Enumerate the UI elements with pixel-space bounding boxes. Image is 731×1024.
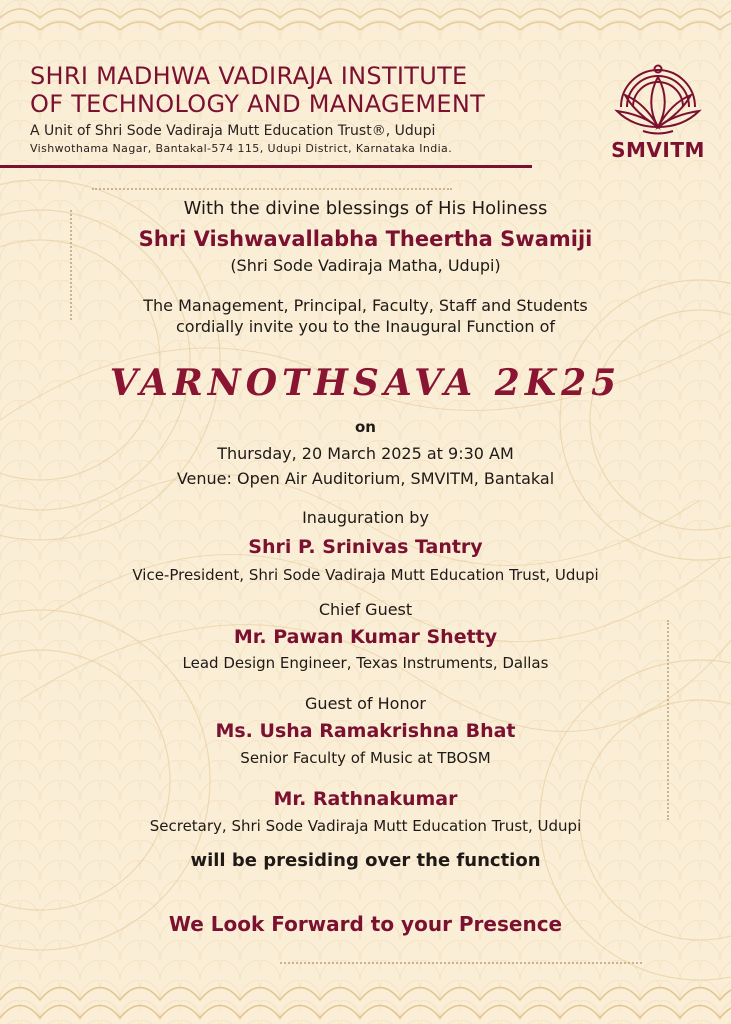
guest-role: Chief Guest [318,600,413,619]
president-designation: Secretary, Shri Sode Vadiraja Mutt Education Trust, Udupi [149,817,582,835]
guest-name: Ms. Usha Ramakrishna Bhat [215,720,516,742]
guest-name: Shri P. Srinivas Tantry [248,536,483,558]
matha-line: (Shri Sode Vadiraja Matha, Udupi) [230,256,501,275]
guest-designation: Senior Faculty of Music at TBOSM [240,749,491,767]
blessing-line: With the divine blessings of His Holiness [183,198,548,219]
header-rule [0,165,532,168]
dotted-divider-bottom [280,962,642,964]
address-line: Vishwothama Nagar, Bantakal-574 115, Udupi District, Karnataka India. [30,142,453,155]
trust-unit-line: A Unit of Shri Sode Vadiraja Mutt Education Trust®, Udupi [30,123,436,139]
guest-role: Guest of Honor [305,694,426,713]
guest-name: Mr. Pawan Kumar Shetty [233,626,498,648]
guest-designation: Vice-President, Shri Sode Vadiraja Mutt Education Trust, Udupi [132,566,599,584]
invite-line-1: The Management, Principal, Faculty, Staff and Students [143,296,588,315]
dotted-divider-top [92,188,452,190]
president-name: Mr. Rathnakumar [273,788,458,810]
event-title: VARNOTHSAVA 2K25 [109,362,622,404]
logo-text: SMVITM [611,138,705,162]
event-venue: Venue: Open Air Auditorium, SMVITM, Bantakal [176,469,555,488]
swamiji-name: Shri Vishwavallabha Theertha Swamiji [138,227,593,251]
event-datetime: Thursday, 20 March 2025 at 9:30 AM [217,444,514,463]
institution-name-line2: OF TECHNOLOGY AND MANAGEMENT [30,90,486,118]
guest-designation: Lead Design Engineer, Texas Instruments, Dallas [182,654,549,672]
on-word: on [355,418,376,436]
invite-line-2: cordially invite you to the Inaugural Function of [176,317,555,336]
institution-name-line1: SHRI MADHWA VADIRAJA INSTITUTE [30,62,468,90]
guest-role: Inauguration by [302,508,429,527]
closing-line: We Look Forward to your Presence [168,912,563,936]
presiding-line: will be presiding over the function [190,850,541,871]
institution-name [30,62,550,118]
